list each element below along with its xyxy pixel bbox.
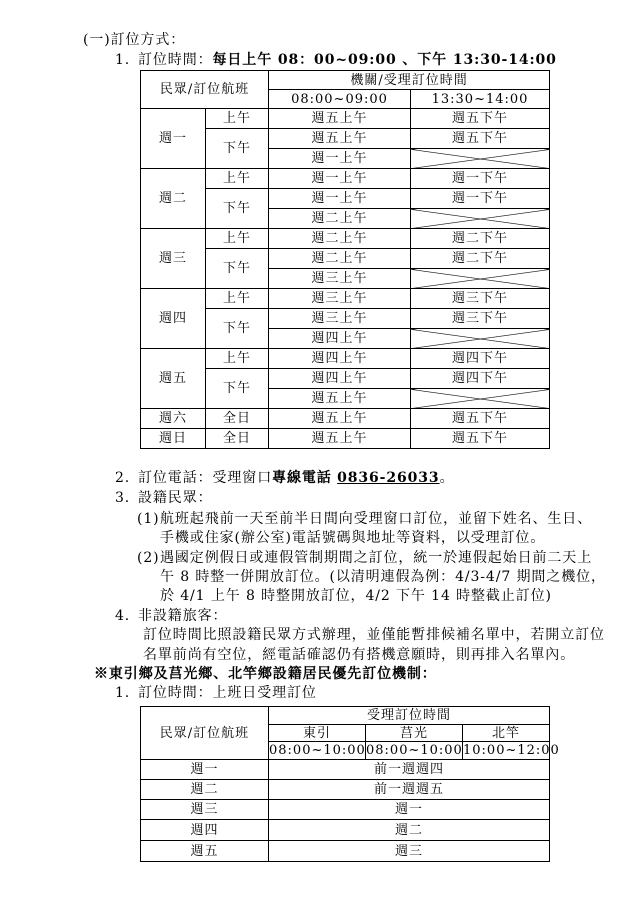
- slot-cell: 週三下午: [411, 309, 550, 329]
- township-header: 東引: [269, 725, 366, 742]
- item-number: 1.: [115, 52, 131, 68]
- table-group-header: 機關/受理訂位時間: [269, 71, 550, 90]
- booking-time-value: 每日上午 08：00~09:00 、下午 13:30-14:00: [212, 52, 557, 68]
- booking-window-cell: 週二: [269, 820, 550, 841]
- slot-cell: 週三上午: [269, 289, 411, 309]
- slot-cell: 週五上午: [269, 109, 411, 129]
- unavailable-cell: [411, 209, 550, 229]
- slot-cell: 週四上午: [269, 369, 411, 389]
- priority-heading: ※東引鄉及莒光鄉、北竿鄉設籍居民優先訂位機制：: [94, 666, 437, 682]
- phone-number: 0836-26033: [337, 470, 440, 486]
- weekday-cell: 週四: [141, 820, 269, 841]
- period-pm-cell: 下午: [206, 129, 269, 169]
- rule-marker: (2): [137, 550, 160, 566]
- section-heading: (一)訂位方式：: [83, 32, 186, 48]
- period-allday-cell: 全日: [206, 409, 269, 429]
- rule-text-line: 遇國定例假日或連假管制期間之訂位，統一於連假起始日前二天上: [160, 550, 593, 566]
- weekday-cell: 週三: [141, 229, 206, 289]
- phone-line: [138, 469, 454, 487]
- non-residents-text-line: 名單前尚有空位，經電話確認仍有搭機意願時，則再排入名單內。: [143, 647, 576, 663]
- township-header: 北竿: [463, 725, 550, 742]
- period-pm-cell: 下午: [206, 369, 269, 409]
- booking-window-cell: 週三: [269, 841, 550, 862]
- slot-cell: 週五上午: [269, 389, 411, 409]
- slot-cell: 週五上午: [269, 409, 411, 429]
- slot-cell: 週一下午: [411, 189, 550, 209]
- period-am-cell: 上午: [206, 109, 269, 129]
- weekday-cell: 週日: [141, 429, 206, 449]
- period-allday-cell: 全日: [206, 429, 269, 449]
- slot-cell: 週一上午: [269, 169, 411, 189]
- weekday-cell: 週一: [141, 109, 206, 169]
- slot-cell: 週二上午: [269, 229, 411, 249]
- slot-cell: 週一上午: [269, 189, 411, 209]
- period-am-cell: 上午: [206, 349, 269, 369]
- hours-header: 08:00~10:00: [366, 743, 463, 758]
- time-header-afternoon: 13:30~14:00: [411, 90, 550, 109]
- slot-cell: 週五下午: [411, 429, 550, 449]
- slot-cell: 週四下午: [411, 349, 550, 369]
- time-header-morning: 08:00~09:00: [269, 90, 411, 109]
- unavailable-cell: [411, 269, 550, 289]
- weekday-cell: 週五: [141, 841, 269, 862]
- hours-header: 08:00~10:00: [269, 743, 366, 758]
- phone-suffix: 。: [439, 470, 455, 486]
- item-number: 1.: [115, 685, 131, 701]
- booking-time-label: 訂位時間：: [138, 52, 213, 68]
- unavailable-cell: [411, 329, 550, 349]
- slot-cell: 週四上午: [269, 349, 411, 369]
- item-number: 4.: [115, 608, 131, 624]
- booking-window-cell: 前一週週四: [269, 760, 550, 780]
- weekday-cell: 週二: [141, 780, 269, 800]
- unavailable-cell: [411, 389, 550, 409]
- item-number: 3.: [115, 490, 131, 506]
- table-corner-header: 民眾/訂位航班: [141, 707, 269, 760]
- slot-cell: 週四下午: [411, 369, 550, 389]
- period-am-cell: 上午: [206, 289, 269, 309]
- booking-schedule-table: [140, 70, 550, 449]
- period-am-cell: 上午: [206, 169, 269, 189]
- weekday-cell: 週五: [141, 349, 206, 409]
- slot-cell: 週五下午: [411, 129, 550, 149]
- priority-booking-time: 訂位時間：上班日受理訂位: [138, 685, 317, 701]
- priority-booking-table: [140, 706, 560, 862]
- item-number: 2.: [115, 470, 131, 486]
- period-pm-cell: 下午: [206, 309, 269, 349]
- slot-cell: 週三上午: [269, 269, 411, 289]
- phone-emphasis: 專線電話: [272, 470, 332, 486]
- rule-text-line: 午 8 時整一併開放訂位。(以清明連假為例：4/3-4/7 期間之機位，: [160, 569, 606, 585]
- slot-cell: 週二上午: [269, 209, 411, 229]
- booking-time-line: [138, 51, 557, 69]
- residents-label: 設籍民眾：: [138, 490, 213, 506]
- unavailable-cell: [411, 149, 550, 169]
- slot-cell: 週五下午: [411, 109, 550, 129]
- phone-label: 訂位電話：受理窗口: [138, 470, 273, 486]
- weekday-cell: 週一: [141, 760, 269, 780]
- slot-cell: 週五下午: [411, 409, 550, 429]
- period-pm-cell: 下午: [206, 189, 269, 229]
- slot-cell: 週一上午: [269, 149, 411, 169]
- weekday-cell: 週六: [141, 409, 206, 429]
- period-am-cell: 上午: [206, 229, 269, 249]
- slot-cell: 週五上午: [269, 429, 411, 449]
- slot-cell: 週五上午: [269, 129, 411, 149]
- booking-window-cell: 前一週週五: [269, 780, 550, 800]
- slot-cell: 週三上午: [269, 309, 411, 329]
- rule-text-line: 航班起飛前一天至前半日間向受理窗口訂位，並留下姓名、生日、: [160, 511, 593, 527]
- non-residents-label: 非設籍旅客：: [138, 608, 228, 624]
- booking-window-cell: 週一: [269, 800, 550, 820]
- rule-text-line: 於 4/1 上午 8 時整開放訂位，4/2 下午 14 時整截止訂位): [160, 588, 552, 604]
- slot-cell: 週四上午: [269, 329, 411, 349]
- table-corner-header: 民眾/訂位航班: [141, 71, 269, 109]
- slot-cell: 週二下午: [411, 249, 550, 269]
- slot-cell: 週二上午: [269, 249, 411, 269]
- rule-text-line: 手機或住家(辦公室)電話號碼與地址等資料，以受理訂位。: [160, 530, 546, 546]
- hours-header: 10:00~12:00: [463, 743, 560, 758]
- weekday-cell: 週四: [141, 289, 206, 349]
- slot-cell: 週二下午: [411, 229, 550, 249]
- slot-cell: 週三下午: [411, 289, 550, 309]
- township-header: 莒光: [366, 725, 463, 742]
- weekday-cell: 週二: [141, 169, 206, 229]
- period-pm-cell: 下午: [206, 249, 269, 289]
- rule-marker: (1): [137, 511, 160, 527]
- table-group-header: 受理訂位時間: [269, 707, 550, 725]
- slot-cell: 週一下午: [411, 169, 550, 189]
- non-residents-text-line: 訂位時間比照設籍民眾方式辦理，並僅能暫排候補名單中，若開立訂位: [143, 627, 605, 643]
- weekday-cell: 週三: [141, 800, 269, 820]
